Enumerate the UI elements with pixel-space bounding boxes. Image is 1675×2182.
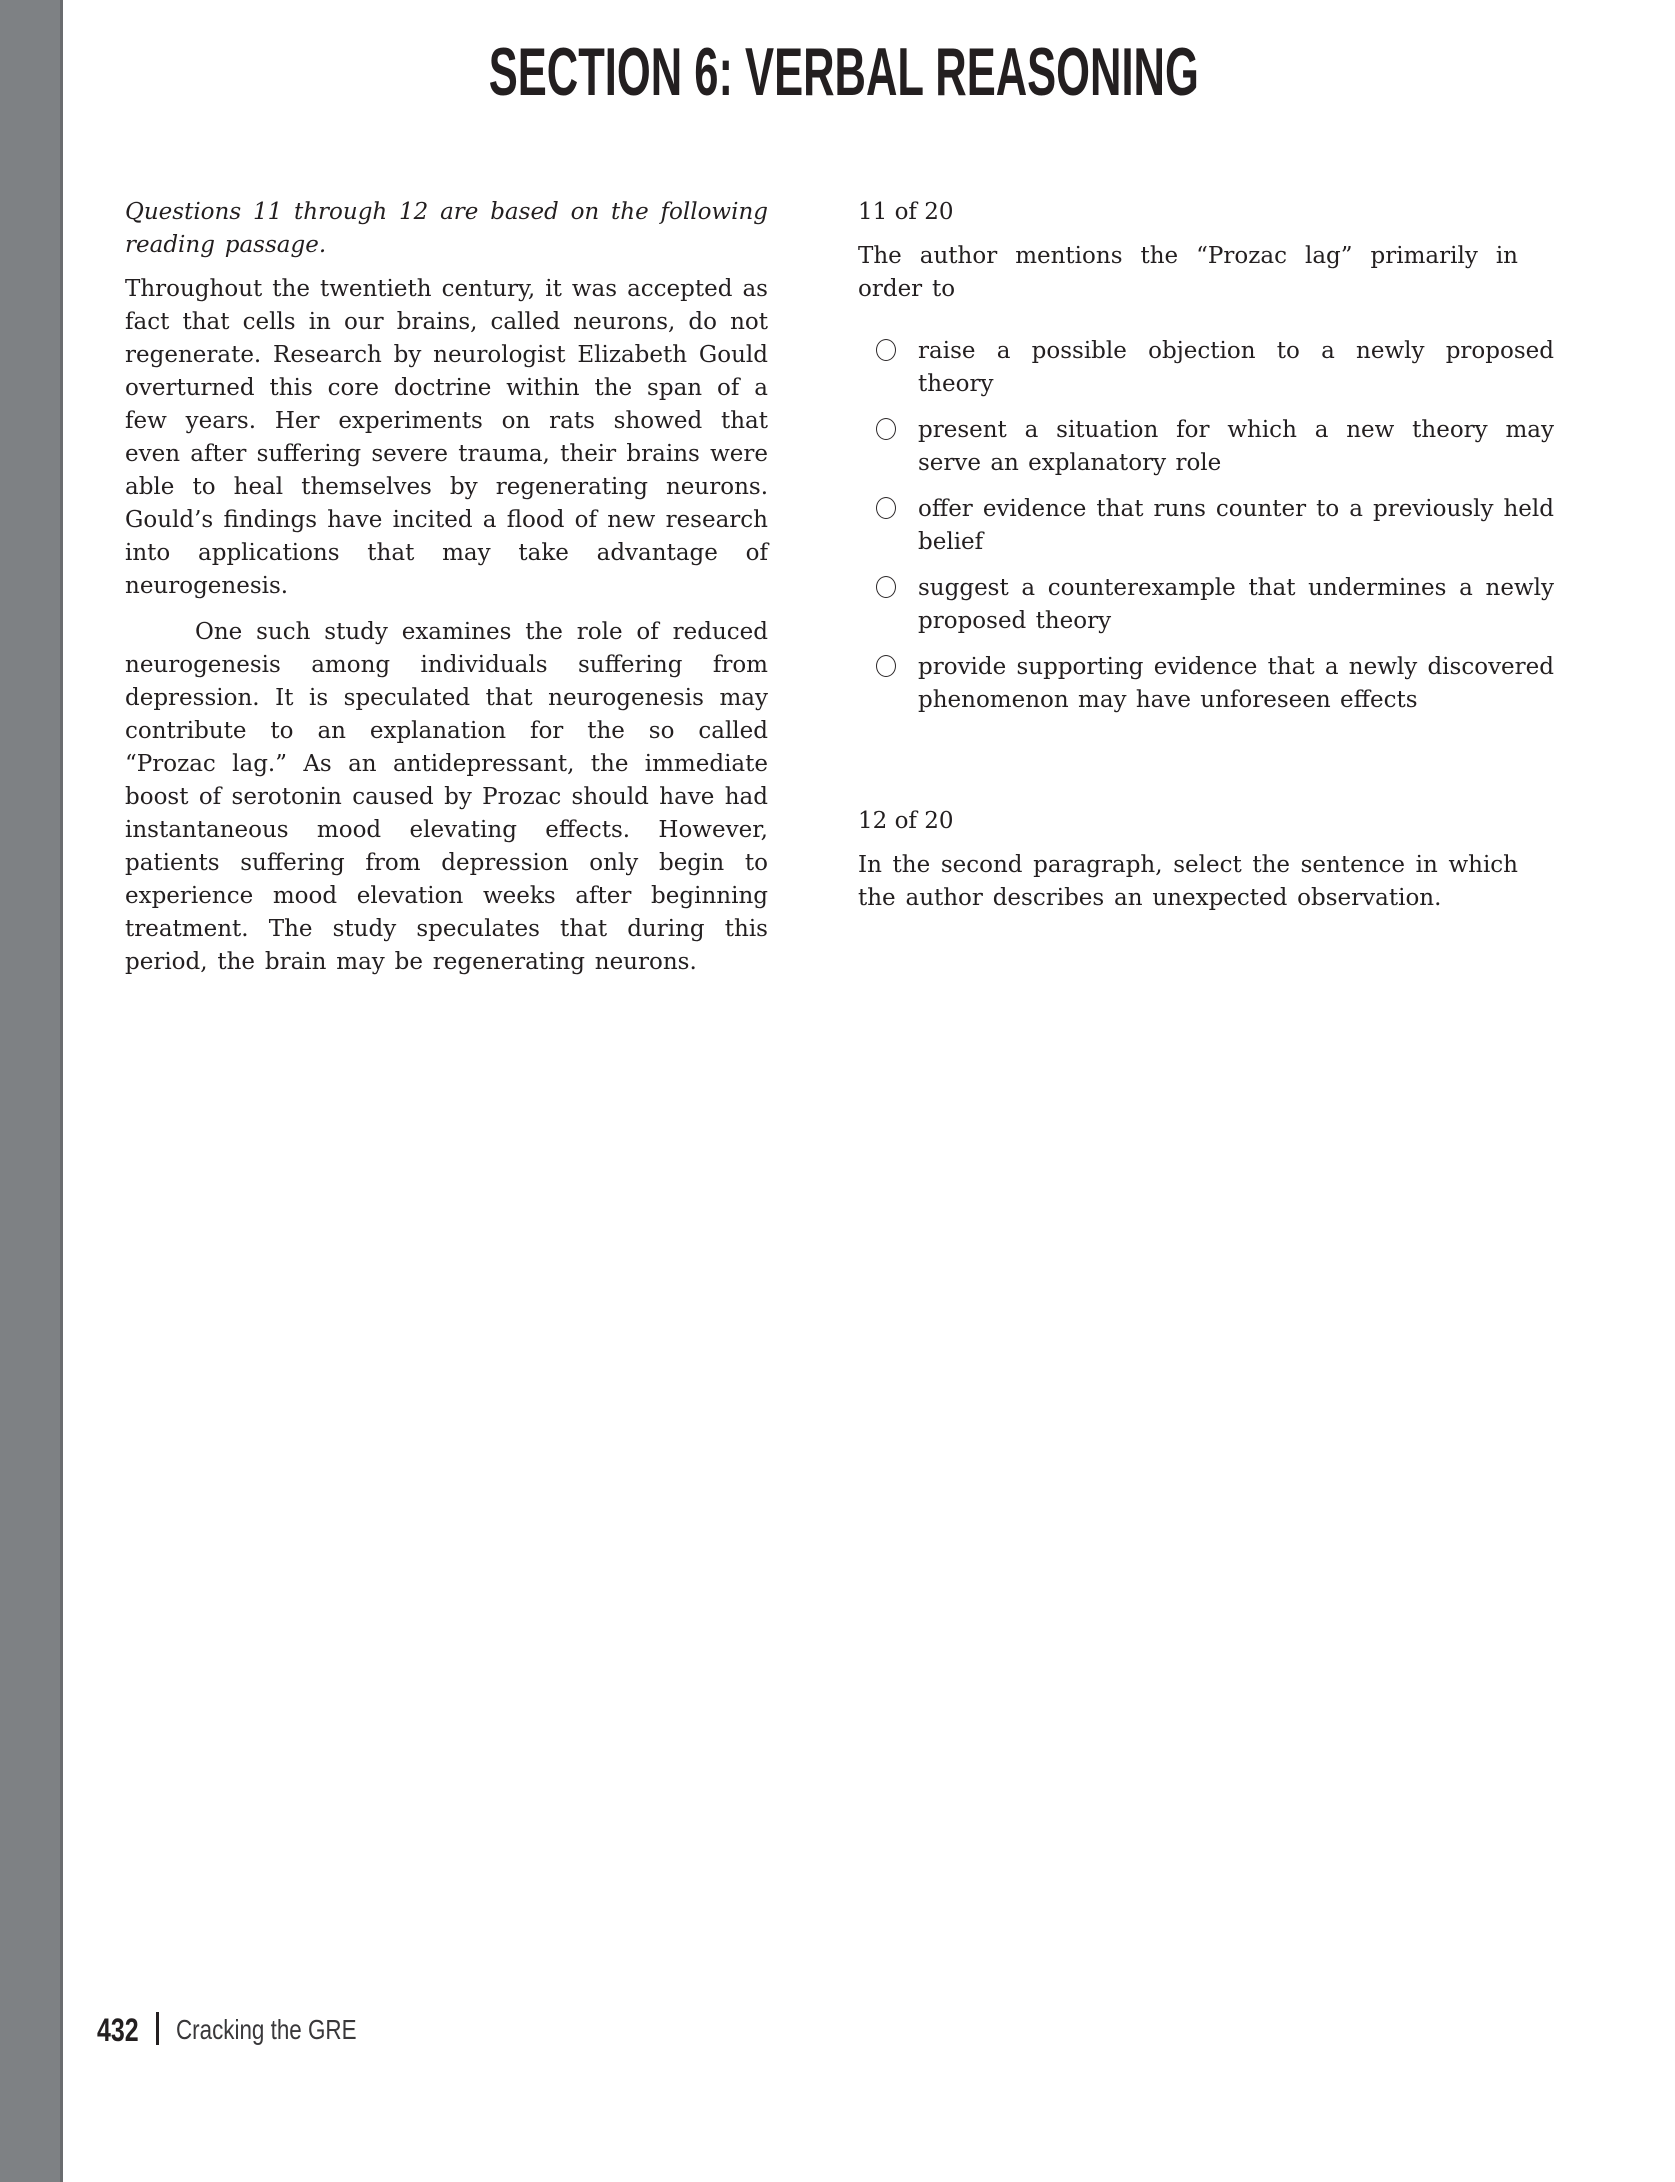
option-text: raise a possible objection to a newly proposed theory [918,338,1554,397]
radio-button-icon[interactable] [876,655,896,677]
question-11 [858,196,1560,717]
question-stem: In the second paragraph, select the sentence in which the author describes an unexpected observation. [858,852,1518,911]
page-header [125,34,1562,110]
answer-option[interactable] [858,572,1560,638]
option-text: offer evidence that runs counter to a previously held belief [918,496,1554,555]
edge-tab-bar [0,0,63,2182]
content-columns [125,190,1562,979]
question-number-label: 12 of 20 [858,808,954,834]
answer-option[interactable] [858,651,1560,717]
question-number-label: 11 of 20 [858,199,954,225]
footer-divider [156,2012,159,2045]
page-number: 432 [97,2012,139,2048]
answer-options [858,335,1560,717]
radio-button-icon[interactable] [876,339,896,361]
book-title: Cracking the GRE [176,2014,357,2045]
option-text: present a situation for which a new theory may serve an explanatory role [918,417,1554,476]
radio-button-icon[interactable] [876,418,896,440]
passage-intro: Questions 11 through 12 are based on the following reading passage. [125,199,768,258]
questions-column [858,190,1560,979]
page-footer [97,2012,517,2052]
question-12 [858,805,1560,915]
passage-paragraph-1: Throughout the twentieth century, it was accepted as fact that cells in our brains, called neurons, do not regenerate. Research by neurologist Elizabeth Gould overturned this core doctrine within the span of a few years. Her experiments on rats showed that even after suffering severe trauma, their brains were able to heal themselves by regenerating neurons. Gould’s findings have incited a flood of new research into applications that may take advantage of neurogenesis. [125,276,768,599]
passage-column [125,190,768,979]
option-text: suggest a counterexample that undermines a newly proposed theory [918,575,1554,634]
answer-option[interactable] [858,335,1560,401]
option-text: provide supporting evidence that a newly discovered phenomenon may have unforeseen effects [918,654,1554,713]
question-stem: The author mentions the “Prozac lag” primarily in order to [858,243,1518,302]
section-title: SECTION 6: VERBAL REASONING [488,34,1199,110]
answer-option[interactable] [858,414,1560,480]
radio-button-icon[interactable] [876,576,896,598]
passage-paragraph-2: One such study examines the role of reduced neurogenesis among individuals suffering from depression. It is speculated that neurogenesis may contribute to an explanation for the so called “Prozac lag.” As an antidepressant, the immediate boost of serotonin caused by Prozac should have had instantaneous mood elevating effects. However, patients suffering from depression only begin to experience mood elevation weeks after beginning treatment. The study speculates that during this period, the brain may be regenerating neurons. [125,619,768,975]
answer-option[interactable] [858,493,1560,559]
radio-button-icon[interactable] [876,497,896,519]
